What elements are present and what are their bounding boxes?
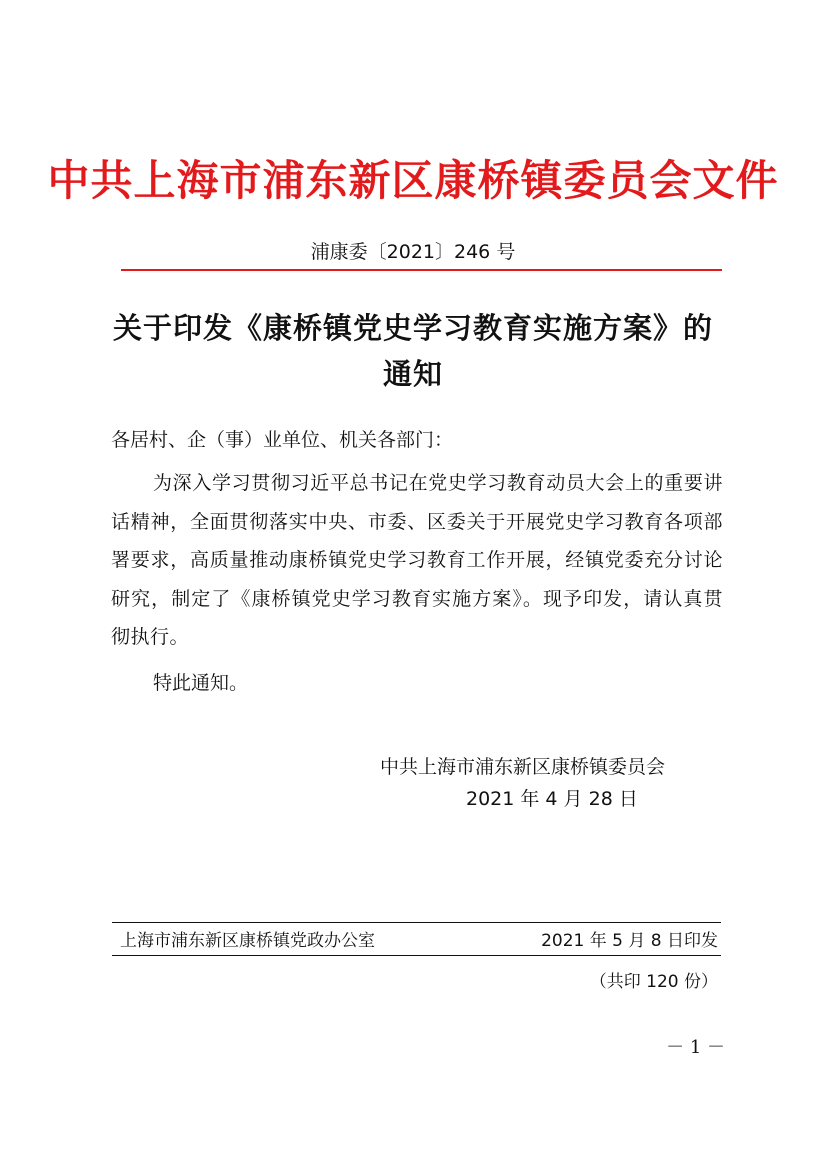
signing-date: 2021 年 4 月 28 日 [466, 788, 638, 810]
signing-organization: 中共上海市浦东新区康桥镇委员会 [380, 756, 666, 778]
masthead-title: 中共上海市浦东新区康桥镇委员会文件 [47, 156, 779, 205]
closing-text: 特此通知。 [153, 672, 249, 694]
footer-rule-bottom [112, 955, 721, 956]
footer-rule-top [112, 922, 721, 923]
salutation: 各居村、企（事）业单位、机关各部门： [111, 429, 454, 451]
notice-title [100, 305, 726, 397]
issuing-office: 上海市浦东新区康桥镇党政办公室 [120, 931, 375, 951]
page-number: － 1 － [666, 1037, 725, 1058]
print-date: 2021 年 5 月 8 日印发 [541, 931, 718, 951]
print-copies: （共印 120 份） [589, 972, 718, 992]
red-divider [121, 269, 722, 271]
notice-title-line1: 关于印发《康桥镇党史学习教育实施方案》的 [112, 311, 713, 345]
notice-title-line2: 通知 [382, 357, 443, 391]
document-number: 浦康委〔2021〕246 号 [310, 241, 516, 263]
body-paragraph: 为深入学习贯彻习近平总书记在党史学习教育动员大会上的重要讲话精神，全面贯彻落实中央、市委、区委关于开展党史学习教育各项部署要求，高质量推动康桥镇党史学习教育工作开展，经镇党委充分讨论研究，制定了《康桥镇党史学习教育实施方案》。现予印发，请认真贯彻执行。 [111, 472, 723, 648]
